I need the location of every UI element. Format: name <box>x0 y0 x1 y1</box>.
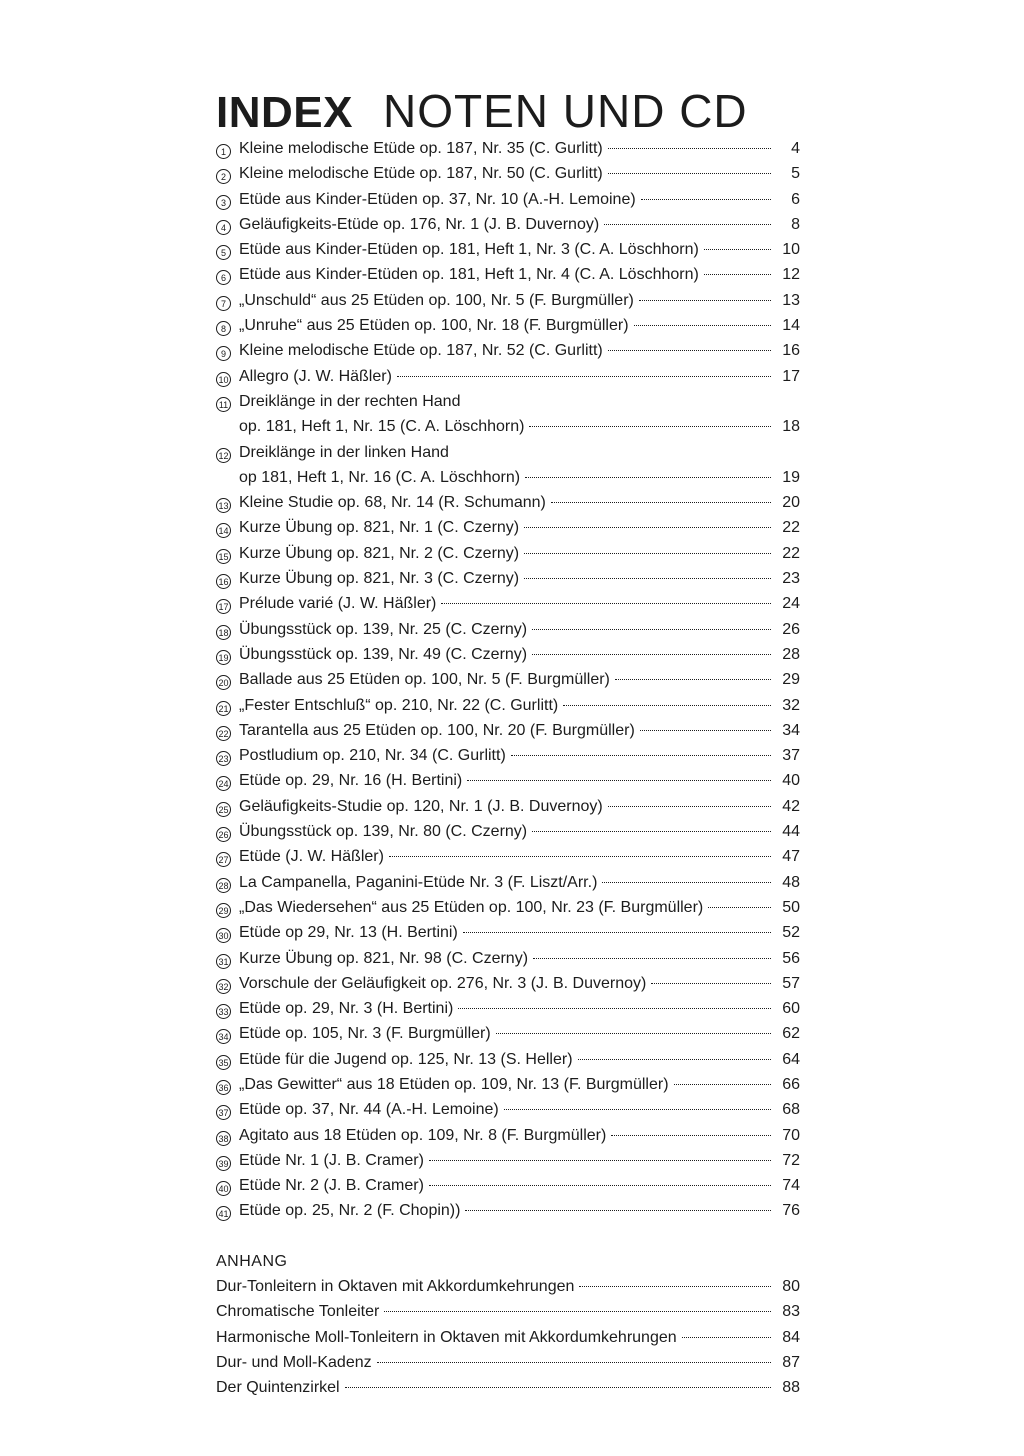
toc-entry[interactable] <box>216 1173 800 1198</box>
track-number-icon: 4 <box>216 220 231 235</box>
dot-leader <box>345 1387 771 1388</box>
toc-title: Kleine melodische Etüde op. 187, Nr. 52 (C. Gurlitt) <box>239 342 603 360</box>
title-subtitle: NOTEN UND CD <box>382 85 748 137</box>
toc-title: Vorschule der Geläufigkeit op. 276, Nr. 3 (J. B. Duvernoy) <box>239 974 647 992</box>
toc-entry[interactable] <box>216 1123 800 1148</box>
toc-entry[interactable] <box>216 313 800 338</box>
toc-title: Etüde Nr. 2 (J. B. Cramer) <box>239 1177 424 1195</box>
toc-title: Kleine melodische Etüde op. 187, Nr. 35 (C. Gurlitt) <box>239 140 603 157</box>
toc-line <box>216 1198 800 1223</box>
toc-title: op. 181, Heft 1, Nr. 15 (C. A. Löschhorn) <box>239 418 525 436</box>
toc-entry[interactable] <box>216 794 800 819</box>
page-number: 32 <box>782 696 800 714</box>
toc-title: Übungsstück op. 139, Nr. 80 (C. Czerny) <box>239 823 528 841</box>
track-number-icon: 17 <box>216 599 231 614</box>
toc-line <box>216 161 800 186</box>
dot-leader <box>704 274 771 275</box>
track-number-icon: 22 <box>216 726 231 741</box>
dot-leader <box>463 932 771 933</box>
toc-entry[interactable] <box>216 718 800 743</box>
dot-leader <box>551 502 771 503</box>
toc-entry[interactable] <box>216 541 800 566</box>
dot-leader <box>511 755 771 756</box>
toc-line <box>216 288 800 313</box>
toc-entry[interactable] <box>216 389 800 440</box>
toc-title: Etüde op 29, Nr. 13 (H. Bertini) <box>239 924 458 942</box>
track-number-icon: 32 <box>216 979 231 994</box>
toc-line <box>216 262 800 287</box>
dot-leader <box>640 730 771 731</box>
page-number: 20 <box>782 494 800 512</box>
toc-line <box>216 667 800 692</box>
toc-entry[interactable] <box>216 262 800 287</box>
toc-entry[interactable] <box>216 844 800 869</box>
page-number: 80 <box>782 1278 800 1295</box>
toc-entry[interactable] <box>216 490 800 515</box>
page-number: 66 <box>782 1075 800 1093</box>
toc-title: Etüde aus Kinder-Etüden op. 181, Heft 1, Nr. 4 (C. A. Löschhorn) <box>239 266 699 284</box>
toc-entry[interactable] <box>216 591 800 616</box>
dot-leader <box>634 325 771 326</box>
track-number-icon: 6 <box>216 270 231 285</box>
dot-leader <box>524 553 771 554</box>
toc-title: Etüde op. 29, Nr. 3 (H. Bertini) <box>239 1000 454 1018</box>
page-number: 44 <box>782 823 800 841</box>
track-number-icon: 1 <box>216 144 231 159</box>
dot-leader <box>377 1362 771 1363</box>
page-number: 4 <box>791 140 800 157</box>
toc-title: Tarantella aus 25 Etüden op. 100, Nr. 20 (F. Burgmüller) <box>239 721 635 739</box>
toc-line <box>216 794 800 819</box>
toc-title: „Fester Entschluß“ op. 210, Nr. 22 (C. Gurlitt) <box>239 696 559 714</box>
toc-title: Etüde aus Kinder-Etüden op. 181, Heft 1, Nr. 3 (C. A. Löschhorn) <box>239 241 699 259</box>
toc-title: Etüde aus Kinder-Etüden op. 37, Nr. 10 (A.-H. Lemoine) <box>239 190 636 208</box>
toc-entry[interactable] <box>216 819 800 844</box>
dot-leader <box>604 224 771 225</box>
track-number-icon: 27 <box>216 852 231 867</box>
toc-line <box>216 338 800 363</box>
page-number: 50 <box>782 898 800 916</box>
page-number: 83 <box>782 1303 800 1321</box>
toc-title: Etüde op. 29, Nr. 16 (H. Bertini) <box>239 772 463 790</box>
toc-entry[interactable] <box>216 971 800 996</box>
dot-leader <box>384 1311 771 1312</box>
track-number-icon: 16 <box>216 574 231 589</box>
track-number-icon: 7 <box>216 296 231 311</box>
track-number-icon: 5 <box>216 245 231 260</box>
toc-title: Übungsstück op. 139, Nr. 25 (C. Czerny) <box>239 620 528 638</box>
page-number: 34 <box>782 721 800 739</box>
appendix-entry[interactable] <box>216 1274 800 1299</box>
appendix-entry[interactable] <box>216 1350 800 1375</box>
track-number-icon: 8 <box>216 321 231 336</box>
appendix-entry[interactable] <box>216 1325 800 1350</box>
dot-leader <box>682 1337 771 1338</box>
toc-line <box>216 768 800 793</box>
page-number: 26 <box>782 620 800 638</box>
page-number: 64 <box>782 1050 800 1068</box>
dot-leader <box>563 705 771 706</box>
page-number: 8 <box>791 215 800 233</box>
track-number-icon: 28 <box>216 878 231 893</box>
dot-leader <box>704 249 771 250</box>
toc-entry[interactable] <box>216 1047 800 1072</box>
dot-leader <box>651 983 771 984</box>
dot-leader <box>708 907 771 908</box>
track-number-icon: 11 <box>216 397 231 412</box>
dot-leader <box>533 958 771 959</box>
toc-line <box>216 187 800 212</box>
page-number: 29 <box>782 671 800 689</box>
dot-leader <box>529 426 771 427</box>
dot-leader <box>608 350 771 351</box>
toc-line <box>216 541 800 566</box>
toc-title: Etüde (J. W. Häßler) <box>239 848 384 866</box>
toc-entry[interactable] <box>216 440 800 491</box>
toc-entry[interactable] <box>216 768 800 793</box>
toc-title: Kurze Übung op. 821, Nr. 3 (C. Czerny) <box>239 570 520 588</box>
dot-leader <box>641 199 771 200</box>
page-number: 6 <box>791 190 800 208</box>
toc-line <box>216 313 800 338</box>
toc-title: Etüde op. 37, Nr. 44 (A.-H. Lemoine) <box>239 1101 499 1119</box>
page-number: 87 <box>782 1353 800 1371</box>
toc-line <box>216 364 800 389</box>
page-number: 14 <box>782 317 800 335</box>
toc-title: Agitato aus 18 Etüden op. 109, Nr. 8 (F. Burgmüller) <box>239 1126 607 1144</box>
toc-title: Etüde op. 25, Nr. 2 (F. Chopin)) <box>239 1202 461 1220</box>
track-number-icon: 19 <box>216 650 231 665</box>
page-number: 5 <box>791 165 800 183</box>
toc-title: Kleine Studie op. 68, Nr. 14 (R. Schumann) <box>239 494 546 512</box>
page-number: 47 <box>782 848 800 866</box>
page-number: 18 <box>782 418 800 436</box>
toc-entry[interactable] <box>216 895 800 920</box>
track-number-icon: 40 <box>216 1181 231 1196</box>
page-number: 57 <box>782 974 800 992</box>
toc-line <box>216 920 800 945</box>
toc-entry[interactable] <box>216 1072 800 1097</box>
page-number: 76 <box>782 1202 800 1220</box>
dot-leader <box>465 1210 771 1211</box>
toc-title: Kleine melodische Etüde op. 187, Nr. 50 (C. Gurlitt) <box>239 165 603 183</box>
appendix-heading: ANHANG <box>216 1253 288 1270</box>
toc-entry[interactable] <box>216 1198 800 1223</box>
dot-leader <box>611 1135 771 1136</box>
track-number-icon: 20 <box>216 675 231 690</box>
toc-entry[interactable] <box>216 642 800 667</box>
toc-title: Postludium op. 210, Nr. 34 (C. Gurlitt) <box>239 747 506 765</box>
toc-line <box>216 490 800 515</box>
toc-entry[interactable] <box>216 920 800 945</box>
dot-leader <box>441 603 771 604</box>
toc-line <box>216 237 800 262</box>
dot-leader <box>608 148 771 149</box>
toc-title: „Unschuld“ aus 25 Etüden op. 100, Nr. 5 (F. Burgmüller) <box>239 291 634 309</box>
page-number: 13 <box>782 291 800 309</box>
toc-title: Etüde Nr. 1 (J. B. Cramer) <box>239 1151 424 1169</box>
track-number-icon: 41 <box>216 1206 231 1221</box>
dot-leader <box>602 882 771 883</box>
toc-entry[interactable] <box>216 743 800 768</box>
toc-title: Geläufigkeits-Etüde op. 176, Nr. 1 (J. B. Duvernoy) <box>239 215 600 233</box>
dot-leader <box>608 173 771 174</box>
toc-title: Dreiklänge in der linken Hand <box>239 443 449 461</box>
page-number: 88 <box>782 1379 800 1397</box>
toc-title: Kurze Übung op. 821, Nr. 98 (C. Czerny) <box>239 949 529 967</box>
toc-entry[interactable] <box>216 1097 800 1122</box>
track-number-icon: 10 <box>216 372 231 387</box>
track-number-icon: 37 <box>216 1105 231 1120</box>
page-number: 40 <box>782 772 800 790</box>
track-number-icon: 35 <box>216 1055 231 1070</box>
page-number: 19 <box>782 468 800 486</box>
toc-entry[interactable] <box>216 237 800 262</box>
toc-line <box>216 414 800 439</box>
page-number: 68 <box>782 1101 800 1119</box>
track-number-icon: 24 <box>216 776 231 791</box>
dot-leader <box>429 1185 771 1186</box>
toc-entry[interactable] <box>216 212 800 237</box>
toc-line <box>216 718 800 743</box>
page-number: 37 <box>782 747 800 765</box>
toc-line <box>216 819 800 844</box>
toc-title: „Unruhe“ aus 25 Etüden op. 100, Nr. 18 (F. Burgmüller) <box>239 317 629 335</box>
toc-title: Allegro (J. W. Häßler) <box>239 367 392 385</box>
page-number: 74 <box>782 1177 800 1195</box>
dot-leader <box>532 629 771 630</box>
toc-entry[interactable] <box>216 617 800 642</box>
toc-entry[interactable] <box>216 870 800 895</box>
dot-leader <box>458 1008 771 1009</box>
toc-title: Übungsstück op. 139, Nr. 49 (C. Czerny) <box>239 645 528 663</box>
toc-line <box>216 440 800 465</box>
toc-entry[interactable] <box>216 515 800 540</box>
title-index: INDEX <box>216 88 353 137</box>
page-number: 72 <box>782 1151 800 1169</box>
track-number-icon: 34 <box>216 1029 231 1044</box>
toc-line <box>216 617 800 642</box>
toc-entry[interactable] <box>216 136 800 161</box>
appendix-title: Der Quintenzirkel <box>216 1379 340 1397</box>
track-number-icon: 36 <box>216 1080 231 1095</box>
dot-leader <box>524 578 771 579</box>
page-number: 70 <box>782 1126 800 1144</box>
toc-line <box>216 136 800 161</box>
page-number: 62 <box>782 1025 800 1043</box>
page-number: 28 <box>782 645 800 663</box>
page-number: 84 <box>782 1328 800 1346</box>
dot-leader <box>429 1160 771 1161</box>
track-number-icon: 25 <box>216 802 231 817</box>
appendix-title: Harmonische Moll-Tonleitern in Oktaven mit Akkordumkehrungen <box>216 1328 677 1346</box>
page-number: 23 <box>782 570 800 588</box>
dot-leader <box>615 679 771 680</box>
toc-entry[interactable] <box>216 338 800 363</box>
page-number: 24 <box>782 595 800 613</box>
toc-line <box>216 566 800 591</box>
toc-entry[interactable] <box>216 364 800 389</box>
toc-title: „Das Gewitter“ aus 18 Etüden op. 109, Nr. 13 (F. Burgmüller) <box>239 1075 669 1093</box>
dot-leader <box>496 1033 771 1034</box>
page-number: 42 <box>782 797 800 815</box>
appendix-section <box>216 1249 800 1400</box>
toc-line <box>216 870 800 895</box>
track-number-icon: 33 <box>216 1004 231 1019</box>
toc-line <box>216 743 800 768</box>
toc-line <box>216 1072 800 1097</box>
page-number: 17 <box>782 367 800 385</box>
toc-line <box>216 1097 800 1122</box>
page-number: 22 <box>782 519 800 537</box>
page-number: 16 <box>782 342 800 360</box>
toc-line <box>216 515 800 540</box>
toc-line <box>216 642 800 667</box>
page-title <box>216 85 748 137</box>
appendix-title: Dur-Tonleitern in Oktaven mit Akkordumkehrungen <box>216 1278 575 1295</box>
toc-entry[interactable] <box>216 161 800 186</box>
toc-line <box>216 971 800 996</box>
toc-title: Kurze Übung op. 821, Nr. 1 (C. Czerny) <box>239 519 520 537</box>
toc-title: Etüde op. 105, Nr. 3 (F. Burgmüller) <box>239 1025 491 1043</box>
toc-entry[interactable] <box>216 566 800 591</box>
dot-leader <box>525 477 771 478</box>
dot-leader <box>639 300 771 301</box>
dot-leader <box>524 527 771 528</box>
appendix-entry[interactable] <box>216 1375 800 1400</box>
track-number-icon: 39 <box>216 1156 231 1171</box>
track-number-icon: 2 <box>216 169 231 184</box>
track-number-icon: 26 <box>216 827 231 842</box>
toc-line <box>216 895 800 920</box>
dot-leader <box>467 780 771 781</box>
track-number-icon: 38 <box>216 1131 231 1146</box>
appendix-title: Chromatische Tonleiter <box>216 1303 380 1321</box>
track-number-icon: 13 <box>216 498 231 513</box>
track-number-icon: 31 <box>216 954 231 969</box>
toc-list <box>216 136 800 1224</box>
dot-leader <box>504 1109 771 1110</box>
toc-line <box>216 1021 800 1046</box>
toc-line <box>216 591 800 616</box>
toc-line <box>216 1047 800 1072</box>
track-number-icon: 9 <box>216 346 231 361</box>
page-number: 12 <box>782 266 800 284</box>
toc-title: Geläufigkeits-Studie op. 120, Nr. 1 (J. B. Duvernoy) <box>239 797 603 815</box>
toc-line <box>216 996 800 1021</box>
track-number-icon: 14 <box>216 523 231 538</box>
toc-entry[interactable] <box>216 1148 800 1173</box>
toc-line <box>216 465 800 490</box>
toc-title: Prélude varié (J. W. Häßler) <box>239 595 437 613</box>
toc-entry[interactable] <box>216 187 800 212</box>
track-number-icon: 18 <box>216 625 231 640</box>
track-number-icon: 3 <box>216 195 231 210</box>
toc-title: Dreiklänge in der rechten Hand <box>239 392 461 410</box>
toc-line <box>216 1123 800 1148</box>
dot-leader <box>389 856 771 857</box>
toc-entry[interactable] <box>216 288 800 313</box>
toc-title: La Campanella, Paganini-Etüde Nr. 3 (F. Liszt/Arr.) <box>239 873 598 891</box>
dot-leader <box>674 1084 771 1085</box>
toc-entry[interactable] <box>216 1021 800 1046</box>
track-number-icon: 23 <box>216 751 231 766</box>
toc-title: op 181, Heft 1, Nr. 16 (C. A. Löschhorn) <box>239 468 521 486</box>
appendix-entry[interactable] <box>216 1299 800 1324</box>
page-number: 60 <box>782 1000 800 1018</box>
toc-title: Etüde für die Jugend op. 125, Nr. 13 (S. Heller) <box>239 1050 573 1068</box>
appendix-title: Dur- und Moll-Kadenz <box>216 1353 372 1371</box>
dot-leader <box>579 1286 771 1287</box>
dot-leader <box>532 831 771 832</box>
page-number: 22 <box>782 544 800 562</box>
toc-title: Kurze Übung op. 821, Nr. 2 (C. Czerny) <box>239 544 520 562</box>
page-number: 10 <box>782 241 800 259</box>
toc-title: Ballade aus 25 Etüden op. 100, Nr. 5 (F. Burgmüller) <box>239 671 610 689</box>
page-number: 52 <box>782 924 800 942</box>
toc-entry[interactable] <box>216 996 800 1021</box>
toc-line <box>216 946 800 971</box>
toc-line <box>216 389 800 414</box>
track-number-icon: 15 <box>216 549 231 564</box>
appendix-list <box>216 1274 800 1400</box>
toc-line <box>216 1148 800 1173</box>
toc-title: „Das Wiedersehen“ aus 25 Etüden op. 100, Nr. 23 (F. Burgmüller) <box>239 898 704 916</box>
track-number-icon: 12 <box>216 448 231 463</box>
page-number: 56 <box>782 949 800 967</box>
track-number-icon: 30 <box>216 928 231 943</box>
dot-leader <box>532 654 771 655</box>
toc-entry[interactable] <box>216 946 800 971</box>
page-number: 48 <box>782 873 800 891</box>
dot-leader <box>608 806 771 807</box>
track-number-icon: 29 <box>216 903 231 918</box>
toc-line <box>216 1173 800 1198</box>
toc-entry[interactable] <box>216 667 800 692</box>
toc-line <box>216 844 800 869</box>
toc-line <box>216 212 800 237</box>
toc-entry[interactable] <box>216 693 800 718</box>
dot-leader <box>397 376 771 377</box>
toc-line <box>216 693 800 718</box>
track-number-icon: 21 <box>216 701 231 716</box>
dot-leader <box>578 1059 771 1060</box>
